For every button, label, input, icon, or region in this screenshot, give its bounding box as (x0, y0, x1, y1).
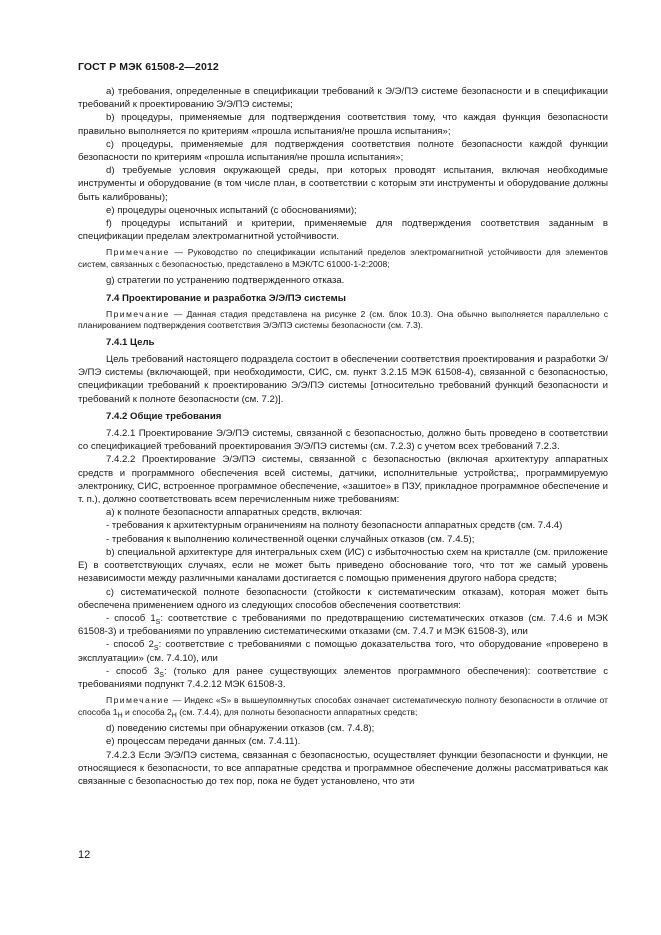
method-label: - способ 3 (106, 665, 160, 677)
subsection-heading: 7.4.2 Общие требования (106, 410, 222, 422)
paragraph: c) процедуры, применяемые для подтверждения соответствия полноте безопасности каждой функции безопасности по критериям «прошла испытания/не прошла испытания»; (78, 138, 608, 164)
list-subitem: - требования к выполнению количественной оценки случайных отказов (см. 7.4.5); (106, 533, 475, 545)
paragraph: Цель требований настоящего подраздела состоит в обеспечении соответствия проектирования и разработки Э/Э/ПЭ системы (включающей, при необходимости, СИС, см. пункт 3.2.15 МЭК 61508-4), связанной с безопасностью, спецификации требований к проектированию Э/Э/ПЭ системы [относительно требований функций безопасности и требований к полноте безопасности (см. 7.2)]. (78, 354, 608, 405)
paragraph: f) процедуры испытаний и критерии, применяемые для подтверждения соответствия заданным в спецификации пределам электромагнитной устойчивости. (78, 218, 608, 243)
list-item: d) поведению системы при обнаружении отказов (см. 7.4.8); (106, 723, 375, 735)
method-text: : соответствие с требованиями по предотвращению систематических отказов (см. 7.4.6 и МЭК 61508-3) и требованиями по управлению систематическими отказами (см. 7.4.7 и МЭК 61508-3), или (78, 612, 608, 638)
note-text: — Индекс «S» в вышеупомянутых способах означает систематическую полноту безопасности в отличие от способа 1 (78, 695, 608, 717)
method-text: : (только для ранее существующих элементов программного обеспечения): соответствие с требованиями подпункт 7.4.2.12 МЭК 61508-3. (78, 665, 608, 690)
method-subscript: S (155, 618, 161, 626)
list-subitem (78, 612, 608, 638)
note (78, 309, 608, 332)
list-subitem: - требования к архитектурным ограничениям на полноту безопасности аппаратных средств (см. 7.4.4) (106, 520, 563, 532)
note-label: Примечание (106, 308, 170, 319)
note (78, 695, 608, 718)
note-label: Примечание (106, 695, 170, 706)
note-label: Примечание (106, 247, 170, 258)
note-text: — Данная стадия представлена на рисунке 2 (см. блок 10.3). Она обычно выполняется параллельно с планированием подтверждения соответствия Э/Э/ПЭ системы безопасности (см. 7.3). (78, 308, 608, 331)
method-text: : соответствие с требованиями с помощью доказательства того, что оборудование «проверено в эксплуатации» (см. 7.4.10), или (78, 639, 608, 664)
paragraph: 7.4.2.3 Если Э/Э/ПЭ система, связанная с безопасностью, осуществляет функции безопасности и функции, не относящиеся к безопасности, то все аппаратные средства и программное обеспечение должны рассматриваться как связанные с безопасностью до тех пор, пока не будет установлено, что эти (78, 749, 608, 787)
paragraph: 7.4.2.2 Проектирование Э/Э/ПЭ системы, связанной с безопасностью (включая архитектуру аппаратных средств и программного обеспечения всей системы, датчики, исполнительные устройства;, программируемую электронику, СИС, встроенное программное обеспечение, «зашитое» в ПЗУ, прикладное программное обеспечение и т. п.), должно соответствовать всем перечисленным ниже требованиям: (78, 454, 608, 506)
note-text: (см. 7.4.4), для полноты безопасности аппаратных средств; (176, 706, 418, 717)
list-subitem (78, 638, 608, 664)
note (78, 247, 608, 270)
method-label: - способ 1 (106, 612, 156, 624)
document-header: ГОСТ Р МЭК 61508-2—2012 (78, 61, 219, 73)
document-body (78, 85, 608, 788)
paragraph: e) процедуры оценочных испытаний (с обоснованиями); (106, 204, 357, 216)
paragraph: 7.4.2.1 Проектирование Э/Э/ПЭ системы, связанной с безопасностью, должно быть проведено в соответствии со спецификацией требований проектирования Э/Э/ПЭ системы (см. 7.2.3) с учетом всех требований 7.2.3. (78, 428, 608, 453)
page-number: 12 (78, 849, 91, 861)
subsection-heading: 7.4.1 Цель (106, 336, 155, 348)
paragraph: a) требования, определенные в спецификации требований к Э/Э/ПЭ системе безопасности и в спецификации требований к проектированию Э/Э/ПЭ системы; (78, 86, 608, 111)
note-subscript: H (171, 712, 177, 720)
paragraph: g) стратегии по устранению подтвержденного отказа. (106, 275, 345, 287)
note-subscript: H (117, 712, 123, 720)
note-text: и способа 2 (122, 706, 172, 717)
list-item: e) процессам передачи данных (см. 7.4.11). (106, 736, 301, 748)
note-text: — Руководство по спецификации испытаний пределов электромагнитной устойчивости для элементов систем, связанных с безопасностью, представлено в МЭК/ТС 61000-1-2:2008; (78, 247, 608, 269)
paragraph: d) требуемые условия окружающей среды, при которых проводят испытания, включая необходимые инструменты и оборудование (в том числе план, в соответствии с которым эти инструменты и оборудование должны быть калиброваны); (78, 165, 608, 203)
list-item: a) к полноте безопасности аппаратных средств, включая: (106, 507, 363, 519)
method-subscript: S (159, 671, 164, 679)
method-subscript: S (153, 645, 159, 653)
section-heading: 7.4 Проектирование и разработка Э/Э/ПЭ системы (106, 292, 346, 304)
paragraph: b) процедуры, применяемые для подтверждения соответствия тому, что каждая функция безопасности правильно выполняется по критериям «прошла испытания/не прошла испытания»; (78, 112, 608, 137)
list-item: b) специальной архитектуре для интегральных схем (ИС) с избыточностью схем на кристалле (см. приложение Е) в соответствующих случаях, если не может быть приведено обоснование того, что тот же самый уровень независимости между различными каналами достигается с помощью применения другого набора средств; (78, 546, 608, 585)
list-subitem (78, 665, 608, 691)
list-item: c) систематической полноте безопасности (стойкости к систематическим отказам), которая может быть обеспечена применением одного из следующих способов обеспечения соответствия: (78, 586, 608, 611)
method-label: - способ 2 (106, 639, 154, 651)
